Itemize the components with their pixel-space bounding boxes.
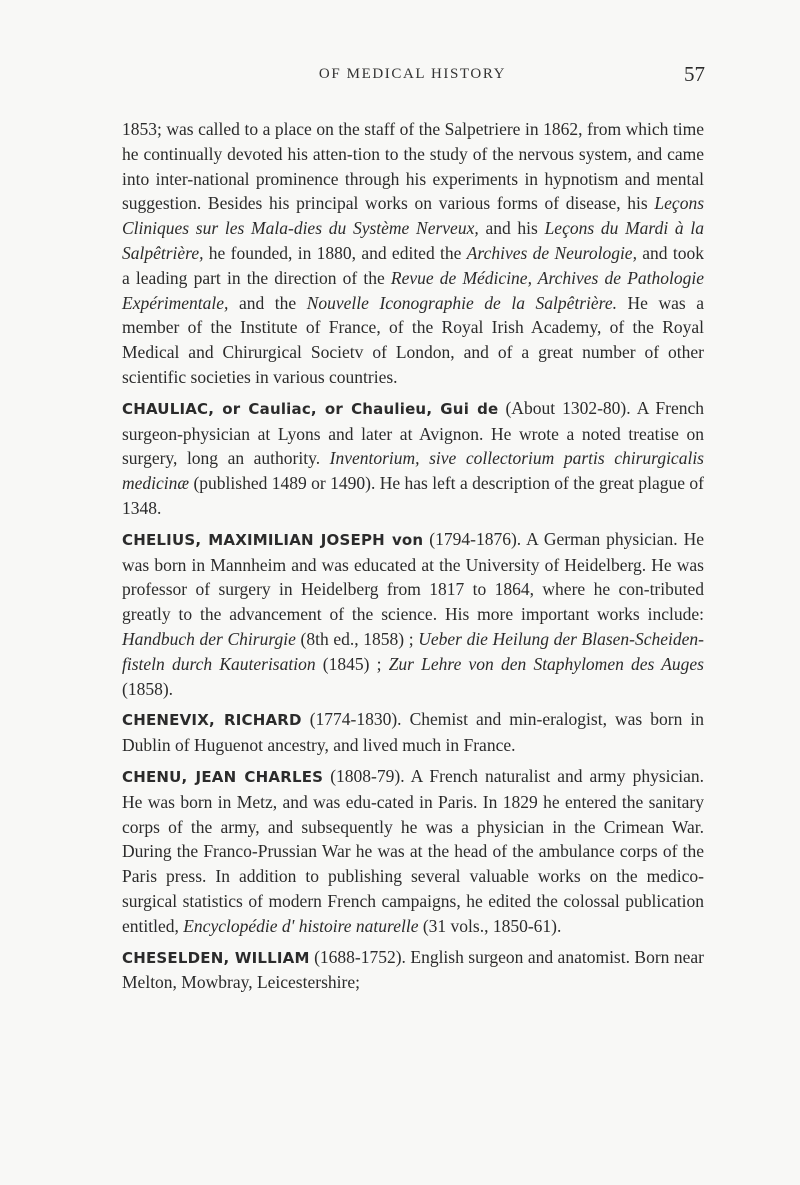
entry-heading: CHENU, JEAN CHARLES <box>122 767 324 786</box>
text-run: A French surgeon-physician at Lyons and later at Avignon. He wrote a noted treatise on surgery, long an authority. <box>122 397 705 469</box>
book-title: Ueber die Heilung der Blasen-Scheiden-fisteln durch Kauterisation <box>122 628 704 674</box>
page-number: 57 <box>684 62 705 86</box>
text-run: 1853; was called to a place on the staff of the Salpetriere in 1862, from which time he continually devoted his atten-tion to the study of the nervous system, and came into inter-national prominence through his experiments in hypnotism and mental suggestion. Besides his principal works on various forms of disease, his <box>122 119 704 214</box>
entry-heading: CHAULIAC, or Cauliac, or Chaulieu, Gui de <box>122 399 499 418</box>
journal-title: Archives de Neurologie, <box>466 242 637 263</box>
book-title: Zur Lehre von den Staphylomen des Auges <box>388 653 704 674</box>
text-run: (8th ed., 1858) ; <box>295 628 419 649</box>
running-title: OF MEDICAL HISTORY <box>318 66 507 82</box>
text-run: A French naturalist and army physician. He was born in Metz, and was edu-cated in Paris. In 1829 he entered the sanitary corps of the army, and subsequently he was a physician in the Crimean War. During the Franco-Prussian War he was at the head of the ambulance corps of the Paris press. In addition to publishing several valuable works on the medico-surgical statistics of modern French campaigns, he edited the colossal publication entitled, <box>122 765 705 936</box>
book-title: Leçons du Mardi à la Salpêtrière, <box>122 218 704 263</box>
entry-chauliac <box>122 396 704 521</box>
entry-dates: (1688-1752). <box>314 946 406 967</box>
entry-heading: CHESELDEN, WILLIAM <box>122 948 310 967</box>
entry-chelius <box>122 527 704 702</box>
journal-title: Nouvelle Iconographie de la Salpêtrière. <box>306 292 617 313</box>
text-run: (1845) ; <box>315 653 389 674</box>
text-run: English surgeon and anatomist. Born near Melton, Mowbray, Leicestershire; <box>122 946 704 993</box>
text-run: Chemist and min-eralogist, was born in Dublin of Huguenot ancestry, and lived much in France. <box>122 709 704 756</box>
entry-heading: CHELIUS, MAXIMILIAN JOSEPH von <box>122 530 424 549</box>
text-run: he founded, in 1880, and edited the <box>203 242 467 263</box>
book-title: Handbuch der Chirurgie <box>122 628 296 649</box>
text-run: (31 vols., 1850-61). <box>418 915 562 936</box>
text-run: and took a leading part in the direction of the <box>122 242 704 288</box>
entry-dates: (About 1302-80). <box>505 397 631 418</box>
body-text <box>122 117 704 995</box>
entry-dates: (1794-1876). <box>429 528 522 549</box>
entry-heading: CHENEVIX, RICHARD <box>122 711 302 730</box>
entry-chenu <box>122 764 704 939</box>
book-title: Encyclopédie d' histoire naturelle <box>183 915 419 936</box>
journal-title: Revue de Médicine, Archives de Pathologie Expérimentale, <box>122 267 704 313</box>
book-title: Inventorium, sive collectorium partis chirurgicalis medicinæ <box>122 448 704 494</box>
text-run: and the <box>228 292 307 313</box>
running-head <box>120 62 705 96</box>
entry-dates: (1774-1830). <box>309 709 402 730</box>
entry-dates: (1808-79). <box>330 765 405 786</box>
entry-cheselden <box>122 945 704 996</box>
text-run: A German physician. He was born in Mannheim and was educated at the University of Heidelberg. He was professor of surgery in Heidelberg from 1817 to 1864, where he con-tributed greatly to the advancement of the science. His more important works include: <box>122 528 705 625</box>
text-run: He was a member of the Institute of France, of the Royal Irish Academy, of the Royal Medical and Chirurgical Societv of London, and of a great number of other scientific societies in various countries. <box>122 292 704 387</box>
text-run: (published 1489 or 1490). He has left a description of the great plague of 1348. <box>122 473 704 518</box>
entry-chenevix <box>122 707 704 758</box>
continued-paragraph <box>122 117 704 390</box>
text-run: and his <box>478 218 545 239</box>
text-run: (1858). <box>122 678 174 699</box>
book-title: Leçons Cliniques sur les Mala-dies du Système Nerveux, <box>122 193 704 239</box>
